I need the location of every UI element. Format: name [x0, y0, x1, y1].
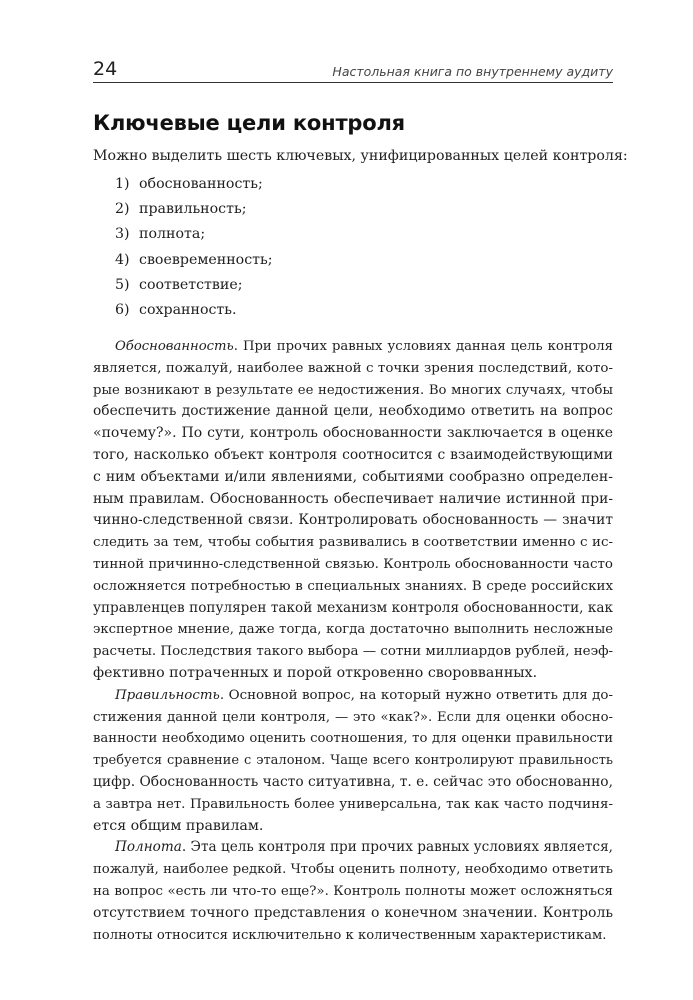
paragraph-term: Правильность [115, 687, 220, 703]
paragraph-lead: . Основной вопрос, на который нужно ответить для до- [219, 687, 613, 703]
paragraph-line: ется общим правилам. [93, 817, 264, 834]
goal-number: 2) [115, 201, 130, 218]
goal-text: полнота; [139, 226, 206, 243]
paragraph-line: фективно потраченных и порой откровенно своровванных. [93, 664, 538, 681]
paragraph-line: полноты относится исключительно к количественным характеристикам. [93, 927, 607, 943]
paragraph-line [93, 336, 613, 358]
goal-text: своевременность; [139, 251, 273, 268]
paragraph-line: тинной причинно-следственной связью. Контроль обоснованности часто [93, 556, 613, 572]
goal-text: сохранность. [139, 301, 237, 318]
paragraph-line: требуется сравнение с эталоном. Чаще всего контролируют правильность [93, 753, 613, 769]
goal-item [115, 174, 273, 199]
paragraph [93, 336, 613, 685]
paragraph-line: чинно-следственной связи. Контролировать обоснованность — значит [93, 512, 613, 529]
goal-item [115, 224, 273, 249]
paragraph-line: отсутствием точного представления о конечном значении. Контроль [93, 904, 613, 921]
paragraph-line: обеспечить достижение данной цели, необходимо ответить на вопрос [93, 403, 613, 420]
paragraph-term: Полнота [115, 839, 182, 856]
section-heading: Ключевые цели контроля [93, 111, 405, 135]
goal-number: 6) [115, 301, 130, 318]
paragraph-line [93, 685, 613, 707]
goal-item [115, 250, 273, 275]
paragraph-line: на вопрос «есть ли что-то еще?». Контроль полноты может осложняться [93, 883, 613, 899]
paragraph-line: рые возникают в результате ее недостижения. Во многих случаях, чтобы [93, 382, 613, 398]
intro-text: Можно выделить шесть ключевых, унифицированных целей контроля: [93, 148, 628, 164]
paragraph-line: экспертное мнение, даже тогда, когда достаточно выполнить несложные [93, 622, 613, 638]
paragraph-line [93, 837, 613, 859]
paragraph-line: ванности необходимо оценить соотношения, то для оценки правильности [93, 731, 613, 747]
paragraph-line: того, насколько объект контроля соотносится с взаимодействующими [93, 446, 613, 463]
paragraph-term: Обоснованность [115, 339, 234, 354]
goal-number: 4) [115, 251, 130, 268]
paragraph-lead: . При прочих равных условиях данная цель контроля [233, 339, 613, 354]
page-number: 24 [93, 58, 118, 80]
goal-text: правильность; [139, 201, 247, 218]
paragraph-line: стижения данной цели контроля, — это «как?». Если для оценки обосно- [93, 709, 613, 725]
goal-item [115, 275, 273, 300]
goal-number: 3) [115, 226, 130, 243]
goal-item [115, 199, 273, 224]
paragraph-line: является, пожалуй, наиболее важной с точки зрения последствий, кото- [93, 360, 613, 376]
goal-item [115, 300, 273, 325]
body-text [93, 336, 613, 946]
running-head [93, 52, 613, 83]
goal-list [115, 174, 273, 325]
paragraph-line: следить за тем, чтобы события развивались в соответствии именно с ис- [93, 535, 613, 551]
paragraph-line: осложняется потребностью в специальных знаниях. В среде российских [93, 578, 613, 594]
paragraph-lead: . Эта цель контроля при прочих равных условиях является, [181, 839, 613, 856]
goal-number: 5) [115, 276, 130, 293]
paragraph-line: с ним объектами и/или явлениями, событиями сообразно определен- [93, 468, 613, 485]
paragraph-line: а завтра нет. Правильность более универсальна, так как часто подчиня- [93, 796, 613, 812]
goal-number: 1) [115, 176, 130, 192]
paragraph-line: цифр. Обоснованность часто ситуативна, т. е. сейчас это обоснованно, [93, 773, 613, 790]
paragraph [93, 685, 613, 838]
paragraph-line: расчеты. Последствия такого выбора — сотни миллиардов рублей, неэф- [93, 644, 614, 660]
running-title: Настольная книга по внутреннему аудиту [332, 64, 613, 79]
paragraph-line: пожалуй, наиболее редкой. Чтобы оценить полноту, необходимо ответить [93, 862, 613, 878]
paragraph-line: управленцев популярен такой механизм контроля обоснованности, как [93, 599, 613, 616]
goal-text: соответствие; [139, 276, 243, 293]
paragraph [93, 837, 613, 946]
paragraph-line: «почему?». По сути, контроль обоснованности заключается в оценке [93, 425, 613, 442]
paragraph-line: ным правилам. Обоснованность обеспечивает наличие истинной при- [93, 490, 613, 507]
goal-text: обоснованность; [139, 176, 263, 192]
